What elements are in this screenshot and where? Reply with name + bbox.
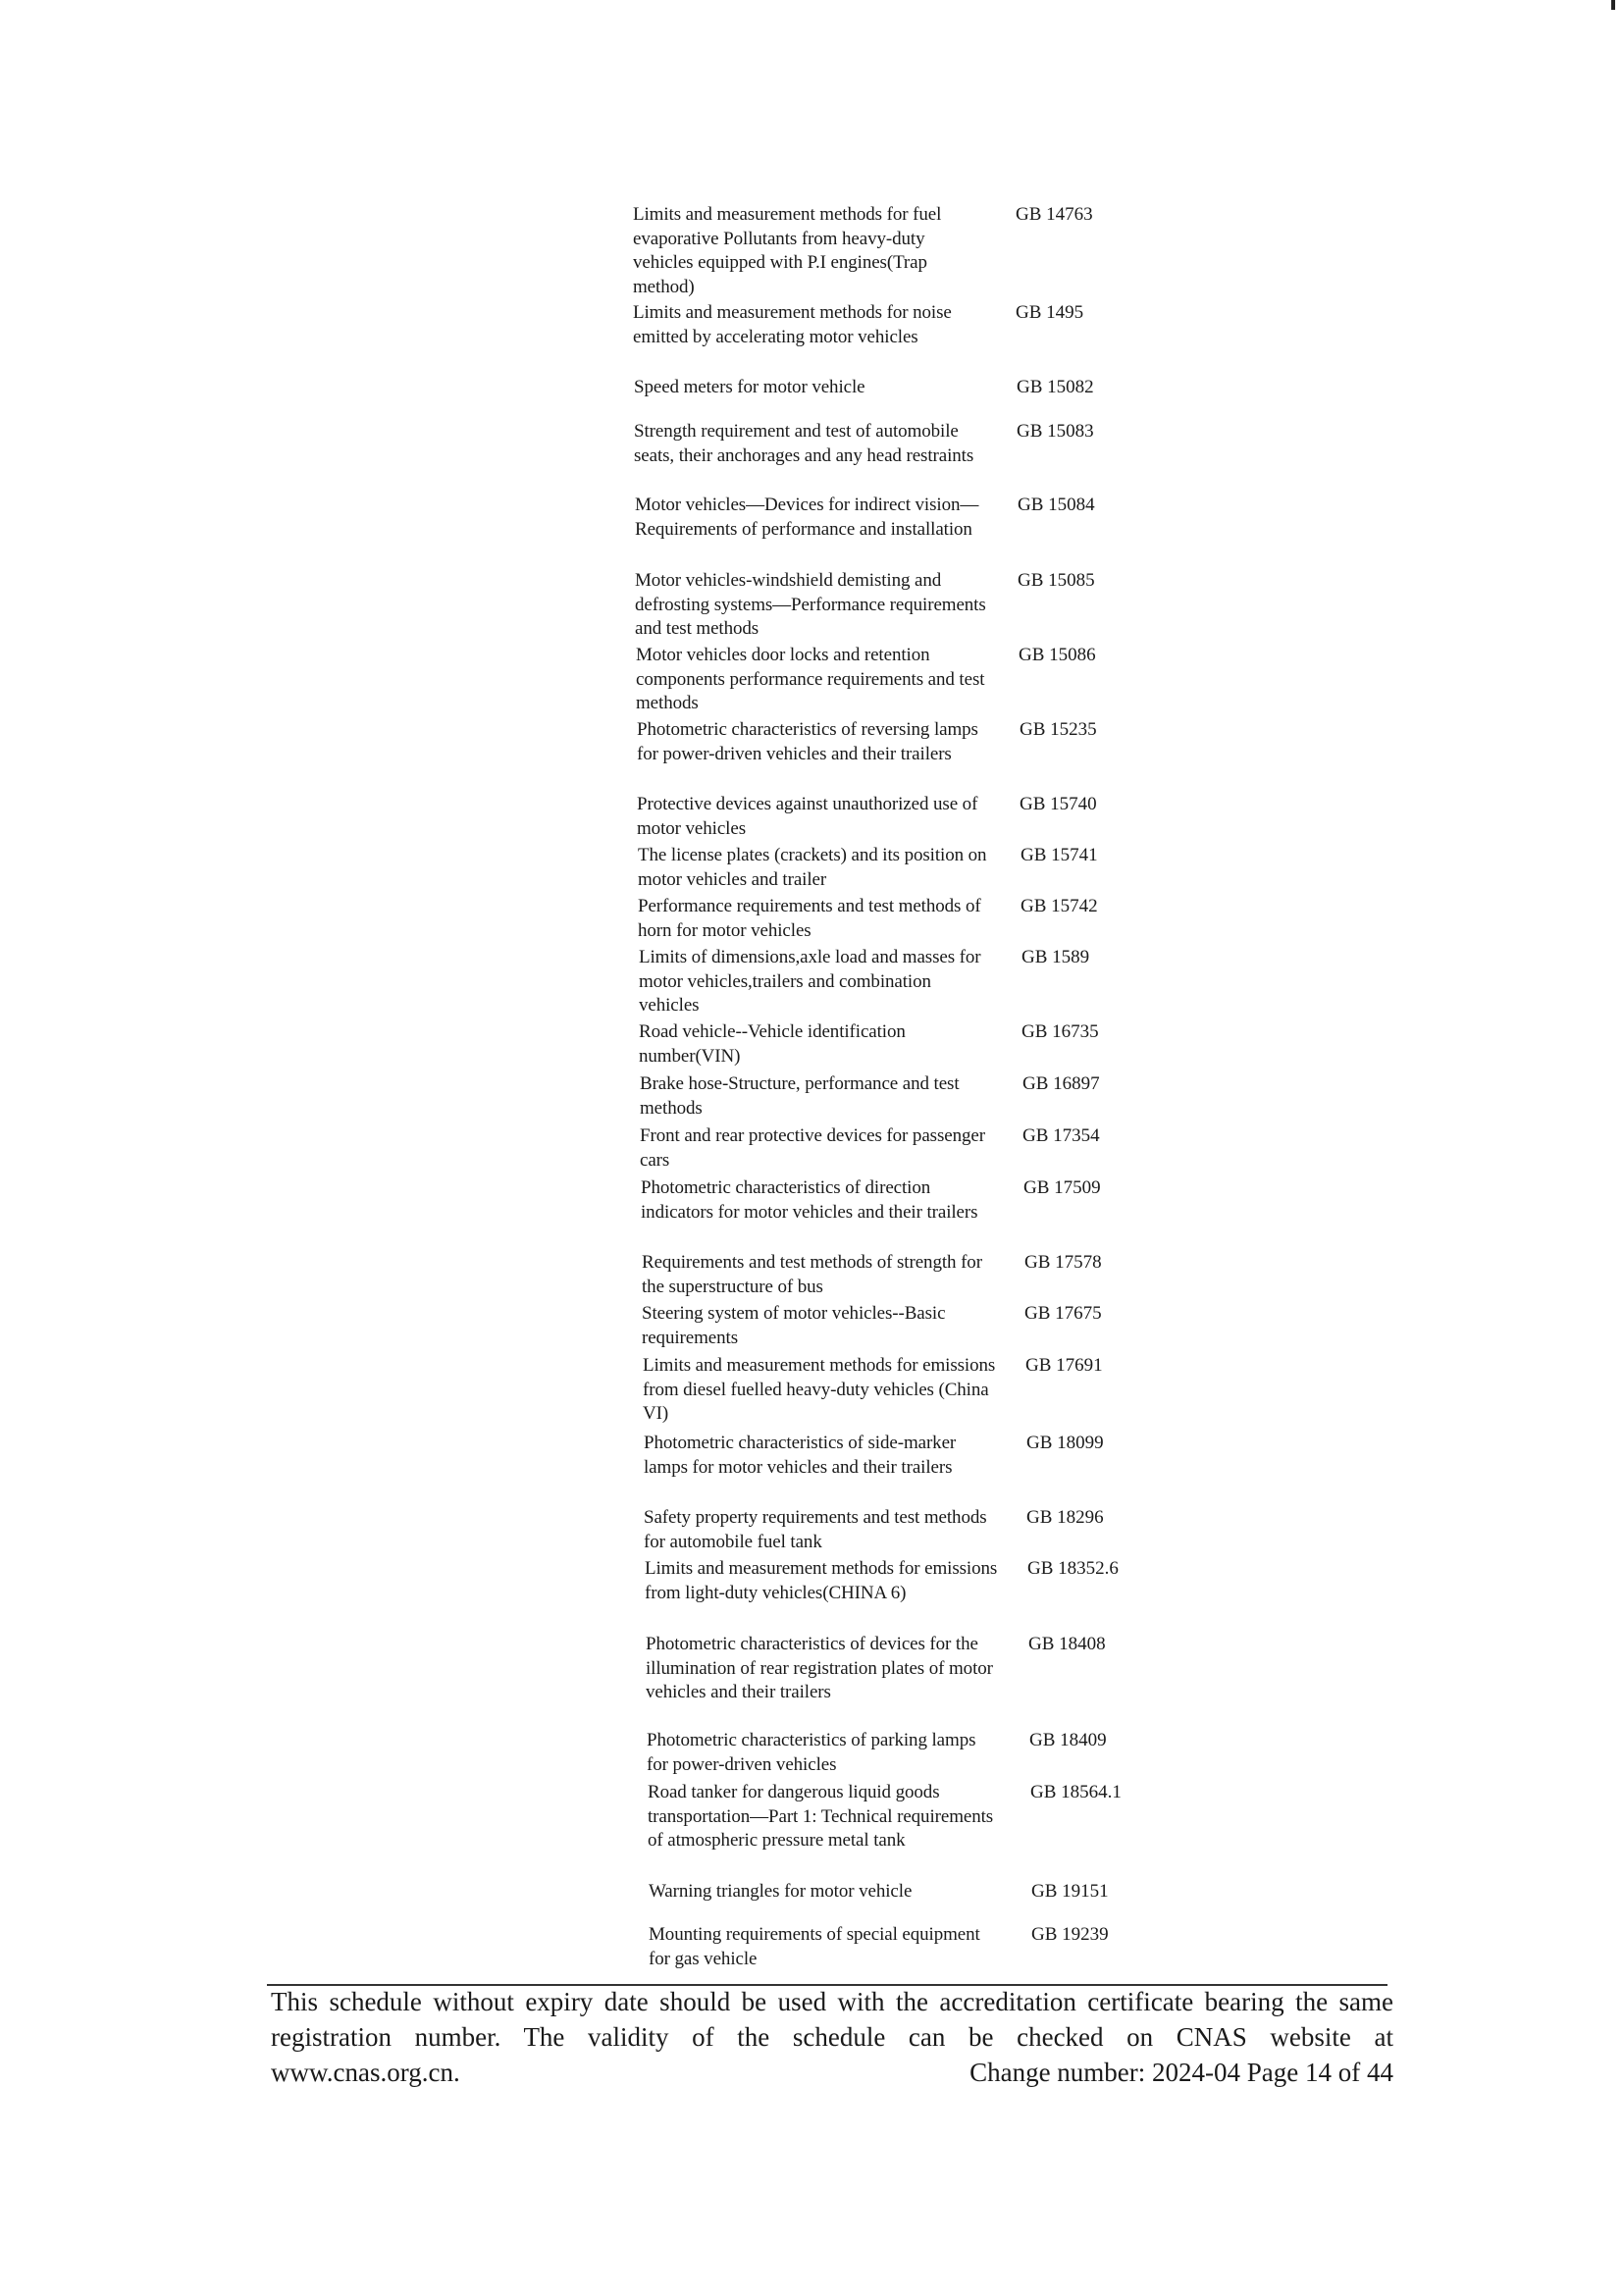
footer-change-number: Change number: 2024-04 Page 14 of 44 [969,2058,1393,2087]
standard-title: Requirements and test methods of strength for the superstructure of bus [642,1252,982,1297]
standard-title: Limits and measurement methods for emissions from light-duty vehicles(CHINA 6) [645,1558,998,1603]
standard-code: GB 18352.6 [1027,1558,1119,1579]
standard-title: Photometric characteristics of reversing lamps for power-driven vehicles and their trailers [637,719,978,764]
standard-title: Photometric characteristics of direction indicators for motor vehicles and their trailers [641,1177,978,1223]
scan-mark [1611,0,1615,10]
standard-code: GB 15085 [1018,570,1095,591]
standard-code: GB 16735 [1021,1021,1099,1042]
standard-code: GB 17354 [1022,1125,1100,1146]
standard-title: Motor vehicles door locks and retention components performance requirements and test methods [636,645,985,713]
standard-code: GB 15741 [1021,845,1098,865]
standard-code: GB 1495 [1016,302,1084,323]
standard-title: Limits of dimensions,axle load and masses for motor vehicles,trailers and combination vehicles [639,947,981,1016]
standard-title: Motor vehicles—Devices for indirect vision—Requirements of performance and installation [635,495,979,540]
standard-code: GB 18409 [1029,1730,1107,1750]
standard-title: The license plates (crackets) and its position on motor vehicles and trailer [638,845,987,890]
standard-title: Steering system of motor vehicles--Basic requirements [642,1303,946,1348]
standard-title: Front and rear protective devices for passenger cars [640,1125,985,1171]
standard-code: GB 15086 [1019,645,1096,665]
standard-title: Photometric characteristics of parking lamps for power-driven vehicles [647,1730,976,1775]
standard-title: Road tanker for dangerous liquid goods transportation—Part 1: Technical requirements of atmospheric pressure metal tank [648,1782,994,1851]
standard-code: GB 17675 [1024,1303,1102,1324]
footer-statement: This schedule without expiry date should be used with the accreditation certificate bearing the same registration number. The validity of the schedule can be checked on CNAS website at [271,1987,1393,2052]
standard-title: Motor vehicles-windshield demisting and defrosting systems—Performance requirements and test methods [635,570,986,639]
standard-title: Performance requirements and test methods of horn for motor vehicles [638,896,981,941]
standard-code: GB 15083 [1017,421,1094,442]
standard-title: Safety property requirements and test methods for automobile fuel tank [644,1507,987,1552]
standard-code: GB 15742 [1021,896,1098,916]
standard-code: GB 15235 [1020,719,1097,740]
standard-title: Photometric characteristics of side-marker lamps for motor vehicles and their trailers [644,1433,957,1478]
standard-code: GB 15740 [1020,794,1097,814]
standard-code: GB 18408 [1028,1634,1106,1654]
standard-code: GB 17509 [1023,1177,1101,1198]
standard-title: Limits and measurement methods for emissions from diesel fuelled heavy-duty vehicles (China VI) [643,1355,996,1424]
standard-title: Mounting requirements of special equipment for gas vehicle [649,1924,980,1969]
standard-title: Protective devices against unauthorized use of motor vehicles [637,794,978,839]
standard-code: GB 16897 [1022,1073,1100,1094]
standard-title: Strength requirement and test of automobile seats, their anchorages and any head restraints [634,421,974,466]
standard-title: Limits and measurement methods for fuel evaporative Pollutants from heavy-duty vehicles equipped with P.I engines(Trap method) [633,204,942,297]
standard-title: Photometric characteristics of devices for the illumination of rear registration plates of motor vehicles and their trailers [646,1634,993,1702]
standard-code: GB 19239 [1031,1924,1109,1945]
standard-code: GB 1589 [1021,947,1090,967]
standard-title: Speed meters for motor vehicle [634,377,865,397]
standard-title: Brake hose-Structure, performance and test methods [640,1073,960,1119]
standard-code: GB 19151 [1031,1881,1109,1902]
standard-title: Limits and measurement methods for noise emitted by accelerating motor vehicles [633,302,952,347]
standard-code: GB 14763 [1016,204,1093,225]
standard-title: Warning triangles for motor vehicle [649,1881,913,1902]
standard-code: GB 18099 [1026,1433,1104,1453]
standard-code: GB 18296 [1026,1507,1104,1528]
standard-title: Road vehicle--Vehicle identification number(VIN) [639,1021,906,1067]
standard-code: GB 15082 [1017,377,1094,397]
standard-code: GB 17691 [1025,1355,1103,1376]
footer-last-line [271,2055,1393,2090]
footer-website-url[interactable]: www.cnas.org.cn. [271,2058,460,2087]
standard-code: GB 17578 [1024,1252,1102,1273]
standard-code: GB 15084 [1018,495,1095,515]
standard-code: GB 18564.1 [1030,1782,1122,1802]
